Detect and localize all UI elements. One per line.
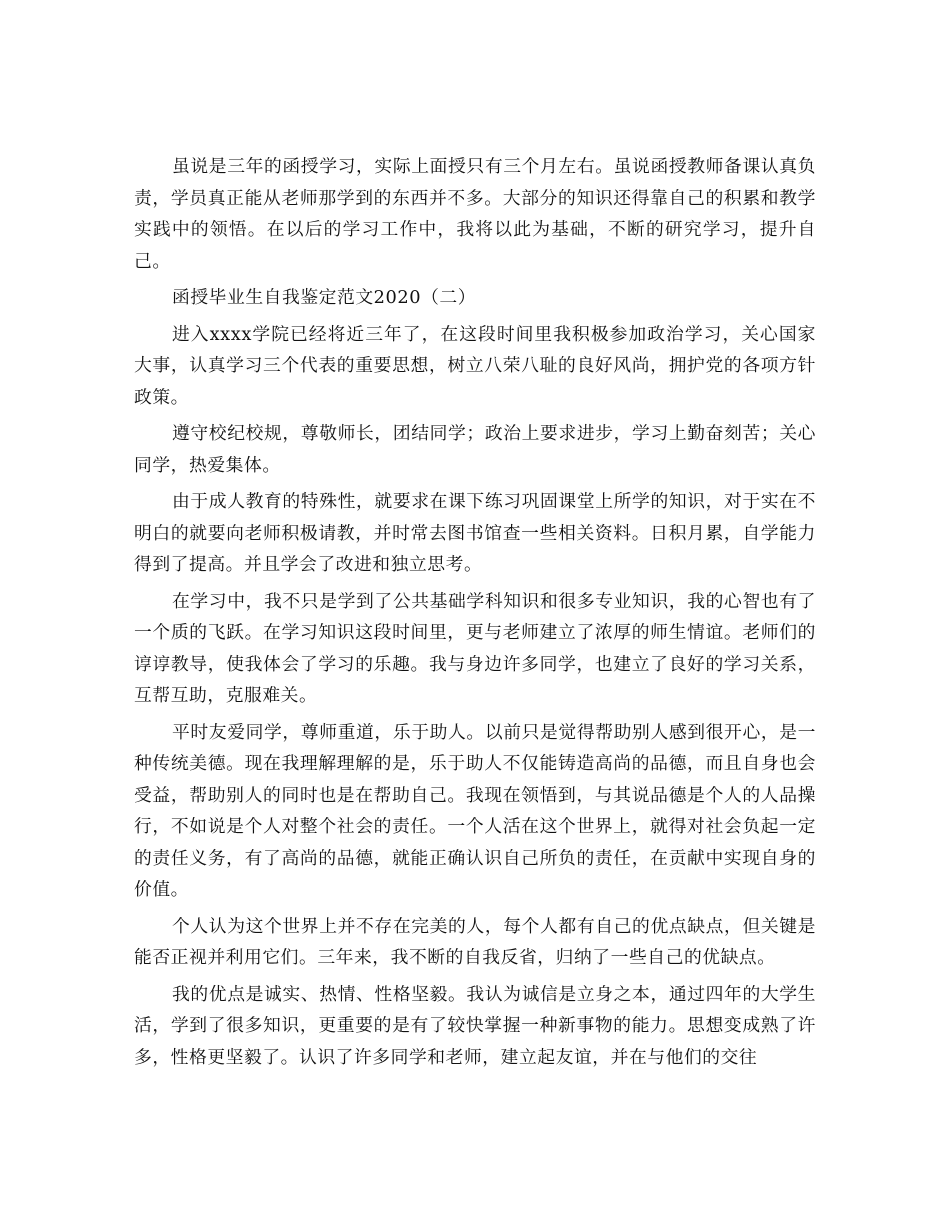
paragraph-helping-others: 平时友爱同学，尊师重道，乐于助人。以前只是觉得帮助别人感到很开心，是一种传统美德。现在我理解理解的是，乐于助人不仅能铸造高尚的品德，而且自身也会受益，帮助别人的同时也是在帮助自己。我现在领悟到，与其说品德是个人的人品操行，不如说是个人对整个社会的责任。一个人活在这个世界上，就得对社会负起一定的责任义务，有了高尚的品德，就能正确认识自己所负的责任，在贡献中实现自身的价值。 (134, 721, 816, 900)
paragraph-discipline: 遵守校纪校规，尊敬师长，团结同学；政治上要求进步，学习上勤奋刻苦；关心同学，热爱集体。 (134, 423, 816, 476)
document-page (134, 151, 816, 1073)
paragraph-political-study: 进入xxxx学院已经将近三年了，在这段时间里我积极参加政治学习，关心国家大事，认真学习三个代表的重要思想，树立八荣八耻的良好风尚，拥护党的各项方针政策。 (134, 323, 816, 408)
paragraph-self-reflection: 个人认为这个世界上并不存在完美的人，每个人都有自己的优点缺点，但关键是能否正视并利用它们。三年来，我不断的自我反省，归纳了一些自己的优缺点。 (134, 915, 816, 968)
paragraph-self-study: 由于成人教育的特殊性，就要求在课下练习巩固课堂上所学的知识，对于实在不明白的就要向老师积极请教，并时常去图书馆查一些相关资料。日积月累，自学能力得到了提高。并且学会了改进和独立思考。 (134, 491, 816, 575)
paragraph-intro-conclusion: 虽说是三年的函授学习，实际上面授只有三个月左右。虽说函授教师备课认真负责，学员真正能从老师那学到的东西并不多。大部分的知识还得靠自己的积累和教学实践中的领悟。在以后的学习工作中，我将以此为基础，不断的研究学习，提升自己。 (134, 156, 816, 272)
paragraph-strengths: 我的优点是诚实、热情、性格坚毅。我认为诚信是立身之本，通过四年的大学生活，学到了很多知识，更重要的是有了较快掌握一种新事物的能力。思想变成熟了许多，性格更坚毅了。认识了许多同学和老师，建立起友谊，并在与他们的交往 (134, 983, 816, 1068)
section-heading: 函授毕业生自我鉴定范文2020（二） (172, 287, 477, 308)
paragraph-learning-growth: 在学习中，我不只是学到了公共基础学科知识和很多专业知识，我的心智也有了一个质的飞跃。在学习知识这段时间里，更与老师建立了浓厚的师生情谊。老师们的谆谆教导，使我体会了学习的乐趣。我与身边许多同学，也建立了良好的学习关系，互帮互助，克服难关。 (134, 590, 816, 706)
